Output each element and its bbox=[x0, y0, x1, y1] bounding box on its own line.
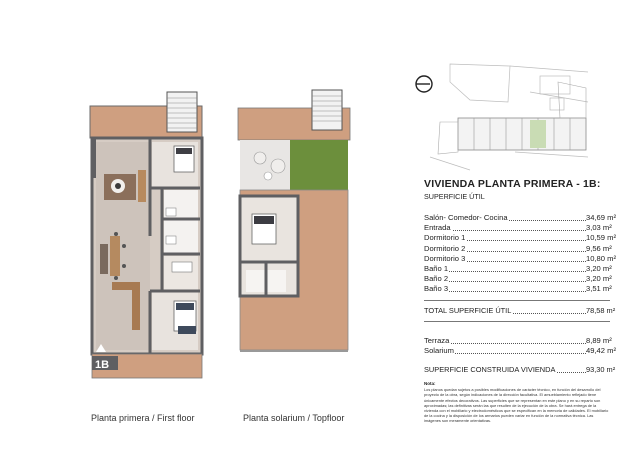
area-row bbox=[424, 223, 624, 233]
area-label: Dormitorio 1 bbox=[424, 233, 466, 243]
area-label: Baño 1 bbox=[424, 263, 449, 273]
area-value: 10,59 m² bbox=[586, 233, 624, 243]
total-value: 78,58 m² bbox=[586, 306, 624, 316]
site-key-map bbox=[410, 62, 590, 172]
area-value: 49,42 m² bbox=[586, 346, 624, 356]
unit-marker-label: 1B bbox=[95, 359, 110, 371]
caption-first-floor: Planta primera / First floor bbox=[91, 413, 195, 423]
area-value: 3,20 m² bbox=[586, 264, 624, 274]
area-value: 34,69 m² bbox=[586, 213, 624, 223]
area-label: Terraza bbox=[424, 335, 450, 345]
legal-note: Los planos quedan sujetos a posibles modificaciones de carácter técnico, en función del desarrollo del proyecto de la obra, según indicaciones de la dirección facultativa. El amueblamiento reflejado tiene únicamente efectos decorativos. Las superficies que se representan en este plano y en su reparto son aproximadas; las definitivas serán las que resulten de la ejecución de la obra. Se hará entrega de la vivienda con el mobiliario y electrodomésticos que se especifican en la memoria de calidades. El mobiliario de la cocina y la disposición de los armarios pueden variar en función de la normativa técnica. Las imágenes son meramente orientativas. bbox=[424, 387, 609, 424]
area-row bbox=[424, 264, 624, 274]
divider bbox=[424, 321, 610, 322]
area-value: 3,03 m² bbox=[586, 223, 624, 233]
area-row bbox=[424, 274, 624, 284]
area-row bbox=[424, 233, 624, 243]
area-row bbox=[424, 254, 624, 264]
area-row bbox=[424, 213, 624, 223]
outdoor-area-list bbox=[424, 336, 624, 356]
note-heading: Nota: bbox=[424, 381, 436, 387]
area-label: Solarium bbox=[424, 345, 454, 355]
divider bbox=[424, 300, 610, 301]
caption-top-floor: Planta solarium / Topfloor bbox=[243, 413, 345, 423]
area-value: 10,80 m² bbox=[586, 254, 624, 264]
area-label: Dormitorio 3 bbox=[424, 253, 466, 263]
usable-area-subtitle: SUPERFICIE ÚTIL bbox=[424, 192, 485, 201]
area-label: Dormitorio 2 bbox=[424, 243, 466, 253]
area-label: Salón- Comedor- Cocina bbox=[424, 213, 508, 222]
area-row bbox=[424, 346, 624, 356]
area-label: Entrada bbox=[424, 223, 451, 233]
area-label: Baño 3 bbox=[424, 284, 449, 294]
room-area-list bbox=[424, 213, 624, 295]
area-value: 8,89 m² bbox=[586, 336, 624, 346]
area-value: 3,20 m² bbox=[586, 274, 624, 284]
area-row bbox=[424, 244, 624, 254]
unit-title: VIVIENDA PLANTA PRIMERA - 1B: bbox=[424, 178, 601, 190]
area-summary-panel bbox=[424, 178, 624, 424]
total-label: TOTAL SUPERFICIE ÚTIL bbox=[424, 305, 512, 315]
total-usable-area-row bbox=[424, 306, 624, 316]
solarium-plan bbox=[232, 86, 362, 356]
built-label: SUPERFICIE CONSTRUIDA VIVIENDA bbox=[424, 365, 556, 375]
area-value: 9,56 m² bbox=[586, 244, 624, 254]
area-value: 3,51 m² bbox=[586, 284, 624, 294]
area-row bbox=[424, 336, 624, 346]
built-area-row bbox=[424, 365, 624, 375]
built-value: 93,30 m² bbox=[586, 365, 624, 375]
area-label: Baño 2 bbox=[424, 274, 449, 284]
area-row bbox=[424, 284, 624, 294]
first-floor-plan bbox=[82, 86, 212, 386]
